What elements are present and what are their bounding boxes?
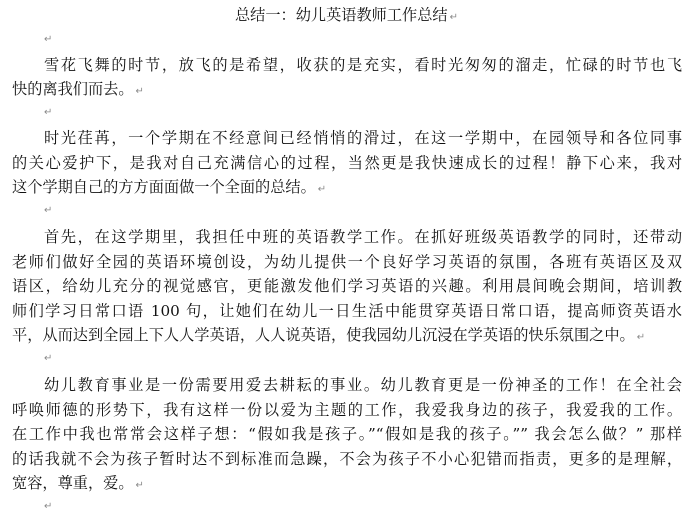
paragraph-3-line-5 bbox=[12, 323, 682, 347]
paragraph-mark-icon: ↵ bbox=[44, 107, 53, 118]
paragraph-3-line-5-text: 平，从而达到全园上下人人学英语，人人说英语，使我园幼儿沉浸在学英语的快乐氛围之中。 bbox=[12, 326, 635, 344]
document-title-text: 总结一：幼儿英语教师工作总结 bbox=[234, 6, 448, 24]
paragraph-2-line-3 bbox=[12, 175, 682, 199]
paragraph-4-line-3: 在工作中我也常常会这样子想：“假如我是孩子。”“假如是我的孩子。”” 我会怎么做？” 那样 bbox=[12, 425, 682, 443]
paragraph-mark-icon: ↵ bbox=[636, 332, 646, 343]
paragraph-1-line-1: 雪花飞舞的时节，放飞的是希望，收获的是充实，看时光匆匆的溜走，忙碌的时节也飞 bbox=[44, 56, 682, 74]
paragraph-1-line-2-text: 快的离我们而去。 bbox=[12, 80, 134, 98]
paragraph-2-line-2: 的关心爱护下，是我对自己充满信心的过程，当然更是我快速成长的过程！静下心来，我对 bbox=[12, 154, 682, 172]
paragraph-mark-icon: ↵ bbox=[135, 480, 144, 491]
paragraph-3-line-1: 首先，在这学期里，我担任中班的英语教学工作。在抓好班级英语教学的同时，还带动 bbox=[44, 228, 682, 246]
paragraph-mark-icon: ↵ bbox=[135, 86, 144, 97]
paragraph-mark-icon: ↵ bbox=[44, 34, 53, 45]
paragraph-mark-icon: ↵ bbox=[449, 12, 458, 23]
paragraph-1-line-2 bbox=[12, 77, 682, 101]
paragraph-mark-icon: ↵ bbox=[44, 501, 53, 512]
paragraph-3-line-4: 师们学习日常口语 100 句，让她们在幼儿一日生活中能贯穿英语日常口语，提高师资英语水 bbox=[12, 302, 682, 320]
paragraph-4-line-1: 幼儿教育事业是一份需要用爱去耕耘的事业。幼儿教育更是一份神圣的工作！在全社会 bbox=[44, 376, 682, 394]
paragraph-3-line-2: 老师们做好全园的英语环境创设，为幼儿提供一个良好学习英语的氛围，各班有英语区及双 bbox=[12, 253, 682, 271]
paragraph-mark-icon: ↵ bbox=[44, 205, 53, 216]
document-title bbox=[0, 3, 693, 27]
paragraph-4-line-5 bbox=[12, 471, 682, 495]
paragraph-4-line-5-text: 宽容，尊重，爱。 bbox=[12, 474, 134, 492]
paragraph-4-line-2: 呼唤师德的形势下，我有这样一份以爱为主题的工作，我爱我身边的孩子，我爱我的工作。 bbox=[12, 401, 682, 419]
paragraph-mark-icon: ↵ bbox=[44, 353, 53, 364]
paragraph-2-line-3-text: 这个学期自己的方方面面做一个全面的总结。 bbox=[12, 178, 316, 196]
paragraph-mark-icon: ↵ bbox=[317, 184, 327, 195]
paragraph-3-line-3: 语区，给幼儿充分的视觉感官，更能激发他们学习英语的兴趣。利用晨间晚会期间，培训教 bbox=[12, 277, 682, 295]
paragraph-2-line-1: 时光荏苒，一个学期在不经意间已经悄悄的滑过，在这一学期中，在园领导和各位同事 bbox=[44, 129, 682, 147]
paragraph-4-line-4: 的话我就不会为孩子暂时达不到标准而急躁，不会为孩子不小心犯错而指责，更多的是理解， bbox=[12, 450, 682, 468]
